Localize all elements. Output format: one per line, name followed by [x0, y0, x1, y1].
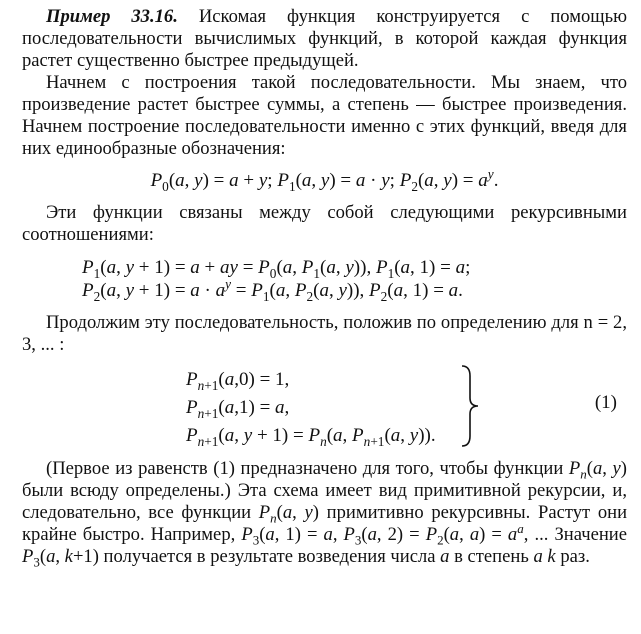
formula-definitions: $P_0(a$, y) = a + y; $P_1(a$, y) = a · y; $P_2(a$, $y) = a^y$.: [150, 166, 499, 194]
example-heading: Пример 33.16.: [46, 6, 178, 27]
paragraph-intro: Начнем с построения такой последовательности. Мы знаем, что произведение растет быстрее суммы, а степень — быстрее произведения. Начнем построение последовательности именно с этих функций, введя для них единообразные обозначения:: [22, 72, 627, 159]
example-text: Искомая функция конструируется с помощью последовательности вычислимых функций, в которой каждая функция растет существенно быстрее предыдущей.: [22, 6, 627, 71]
equation-system-lines: [186, 366, 436, 450]
paragraph-relations: Эти функции связаны между собой следующими рекурсивными соотношениями:: [22, 202, 627, 245]
equation-number: (1): [594, 392, 617, 413]
formula-recursion-line1: $P_1(a$, y + 1) = a + ay = $P_0(a$, $P_1(a$, y)), $P_1(a$, 1) = a;: [82, 257, 471, 281]
system-line3: $P_{n+1}(a$, $y + 1) = P_n(a$, $P_{n+1}(a$, y)).: [186, 425, 436, 449]
right-brace-icon: [460, 364, 482, 448]
formula-recursion-line2: $P_2(a$, $y + 1) = a \cdot a^y = P_1(a$, $P_2(a$, y)), $P_2(a$, 1) = a.: [82, 276, 463, 304]
paragraph-example: [22, 6, 627, 72]
formula-recursion: [82, 256, 627, 302]
system-line2: $P_{n+1}(a,1) = a$,: [186, 397, 290, 421]
paragraph-continue: Продолжим эту последовательность, положив по определению для n = 2, 3, ... :: [22, 312, 627, 355]
paragraph-explanation: (Первое из равенств (1) предназначено для того, чтобы функции $P_n(a$, y) были всюду определены.) Эта схема имеет вид примитивной рекурсии, и, следовательно, все функции $P_n(a$, y) примитивно рекурсивны. Растут они крайне быстро. Например, $P_3(a$, 1) = a, $P_3(a$, $2) = P_2(a$, $a) = a^a$, ... Значение $P_3(a$, k+1) получается в результате возведения числа a в степень a k раз.: [22, 458, 628, 570]
equation-system: [22, 364, 627, 450]
system-line1: $P_{n+1}(a,0) = 1$,: [186, 369, 290, 393]
